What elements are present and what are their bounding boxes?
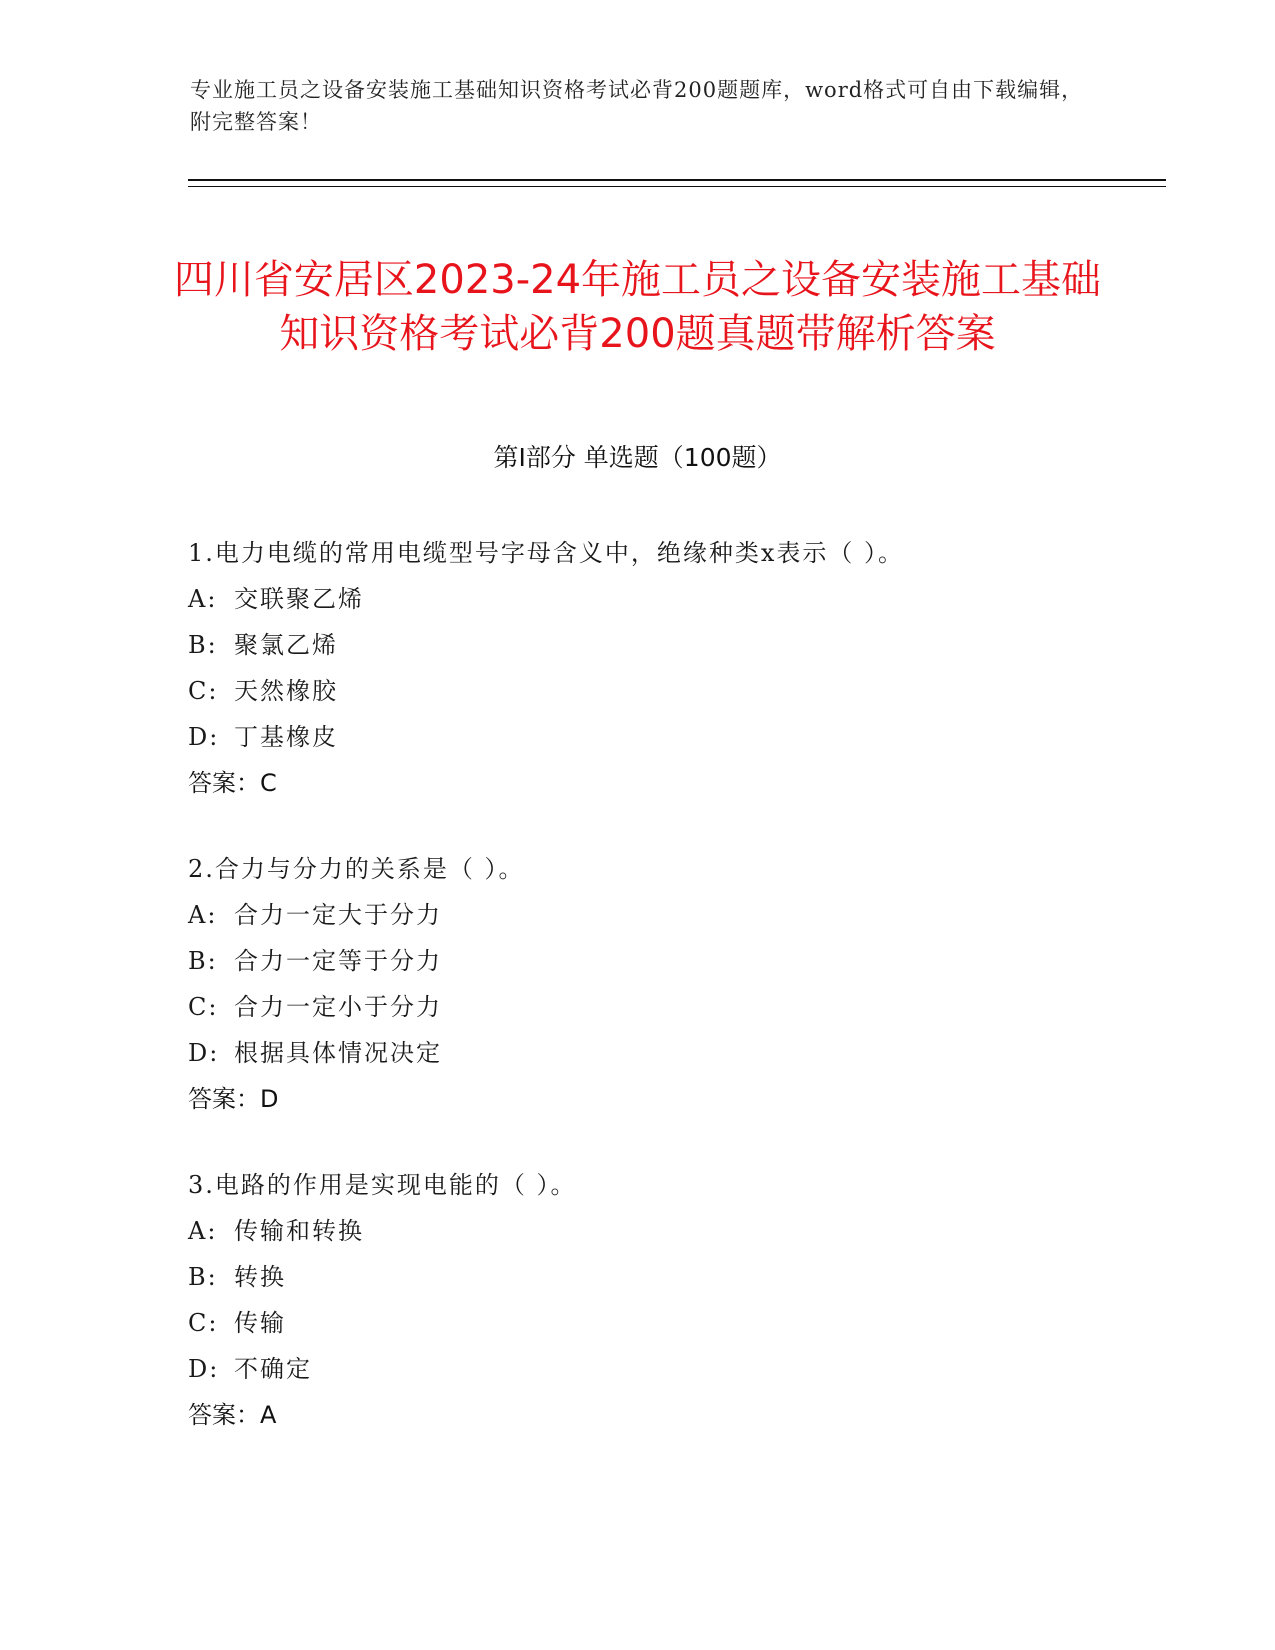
option-key: B: <box>188 1263 218 1291</box>
option-a <box>188 576 1148 622</box>
option-text: 天然橡胶 <box>234 677 338 705</box>
option-b <box>188 622 1148 668</box>
header-divider-thin <box>188 186 1166 187</box>
option-c <box>188 668 1148 714</box>
option-text: 不确定 <box>234 1355 312 1383</box>
option-key: B: <box>188 631 218 659</box>
option-c <box>188 984 1148 1030</box>
question-stem: 1.电力电缆的常用电缆型号字母含义中，绝缘种类x表示（ ）。 <box>188 539 905 567</box>
option-d <box>188 1030 1148 1076</box>
option-d <box>188 1346 1148 1392</box>
answer-line: 答案：C <box>188 769 277 797</box>
answer-line: 答案：D <box>188 1085 279 1113</box>
option-b <box>188 938 1148 984</box>
option-b <box>188 1254 1148 1300</box>
option-text: 聚氯乙烯 <box>234 631 338 659</box>
answer-line: 答案：A <box>188 1401 277 1429</box>
option-text: 传输和转换 <box>234 1217 364 1245</box>
question-item <box>188 1162 1148 1438</box>
question-item <box>188 530 1148 806</box>
question-item <box>188 846 1148 1122</box>
option-key: C: <box>188 677 219 705</box>
option-key: D: <box>188 723 220 751</box>
option-key: B: <box>188 947 218 975</box>
option-key: D: <box>188 1039 220 1067</box>
option-key: D: <box>188 1355 220 1383</box>
question-stem: 3.电路的作用是实现电能的（ ）。 <box>188 1171 577 1199</box>
question-list <box>188 530 1148 1478</box>
option-text: 合力一定大于分力 <box>234 901 442 929</box>
section-title: 第I部分 单选题（100题） <box>493 443 782 472</box>
option-text: 合力一定等于分力 <box>234 947 442 975</box>
question-stem: 2.合力与分力的关系是（ ）。 <box>188 855 525 883</box>
option-a <box>188 1208 1148 1254</box>
document-title: 四川省安居区2023-24年施工员之设备安装施工基础知识资格考试必背200题真题带解析答案 <box>173 256 1102 357</box>
option-text: 交联聚乙烯 <box>234 585 364 613</box>
option-d <box>188 714 1148 760</box>
option-text: 转换 <box>234 1263 286 1291</box>
option-text: 合力一定小于分力 <box>234 993 442 1021</box>
option-key: A: <box>188 901 218 929</box>
option-text: 根据具体情况决定 <box>234 1039 442 1067</box>
option-text: 丁基橡皮 <box>234 723 338 751</box>
option-key: A: <box>188 585 218 613</box>
option-text: 传输 <box>234 1309 286 1337</box>
option-key: C: <box>188 1309 219 1337</box>
option-key: A: <box>188 1217 218 1245</box>
option-key: C: <box>188 993 219 1021</box>
header-note: 专业施工员之设备安装施工基础知识资格考试必背200题题库，word格式可自由下载编辑，附完整答案！ <box>190 78 1084 134</box>
option-a <box>188 892 1148 938</box>
header-divider-thick <box>188 179 1166 181</box>
option-c <box>188 1300 1148 1346</box>
